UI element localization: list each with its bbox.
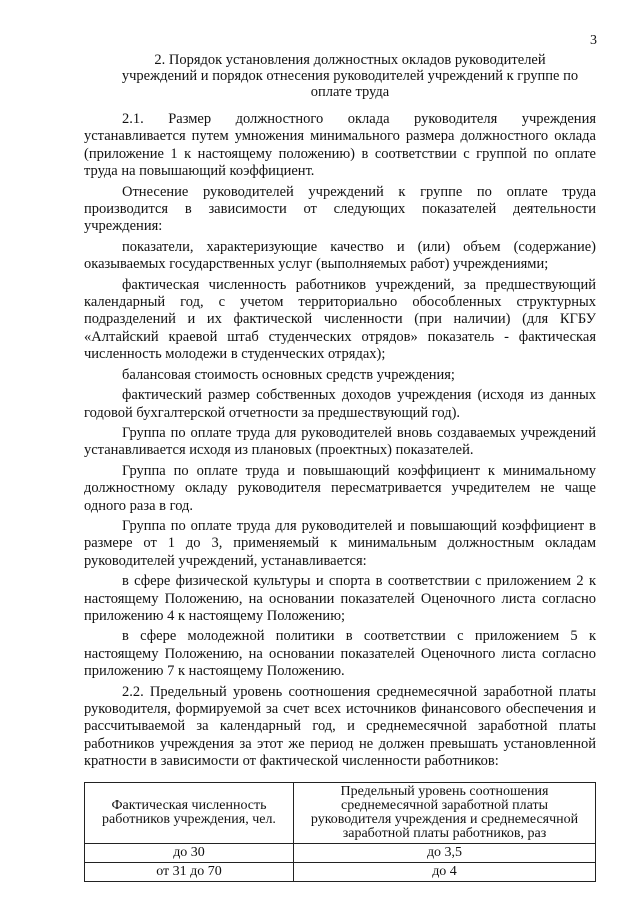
paragraph: балансовая стоимость основных средств учреждения; [122,366,455,383]
table-cell: до 3,5 [294,844,596,863]
section-heading: 2. Порядок установления должностных окладов руководителей учреждений и порядок отнесения руководителей учреждений к группе по оплате труда [121,52,579,100]
header-staff-count: Фактическая численность работников учреждения, чел. [85,783,294,844]
table-cell: до 4 [294,863,596,882]
header-salary-ratio: Предельный уровень соотношения среднемесячной заработной платы руководителя учреждения и среднемесячной заработной платы работников, раз [294,783,596,844]
paragraph: фактическая численность работников учреждений, за предшествующий календарный год, с учетом территориально обособленных структурных подразделений и их фактической численности (при наличии) (для КГБУ «Алтайский краевой штаб студенческих отрядов» показатель - фактическая численность молодежи в студенческих отрядах); [84,276,596,363]
paragraph: Группа по оплате труда для руководителей и повышающий коэффициент в размере от 1 до 3, применяемый к минимальным должностным окладам руководителей учреждений, устанавливается: [84,517,596,569]
table-row [85,863,596,882]
table-cell: до 30 [85,844,294,863]
page-number: 3 [590,33,597,48]
paragraph: фактический размер собственных доходов учреждения (исходя из данных годовой бухгалтерской отчетности за предшествующий год). [84,387,596,421]
paragraph: в сфере физической культуры и спорта в соответствии с приложением 2 к настоящему Положению, на основании показателей Оценочного листа согласно приложению 4 к настоящему Положению; [84,573,596,624]
paragraph: показатели, характеризующие качество и (или) объем (содержание) оказываемых государственных услуг (выполняемых работ) учреждениями; [84,238,596,273]
paragraph: Отнесение руководителей учреждений к группе по оплате труда производится в зависимости от следующих показателей деятельности учреждения: [84,183,596,235]
table-header-row [85,783,596,844]
paragraph: 2.1. Размер должностного оклада руководителя учреждения устанавливается путем умножения минимального размера должностного оклада (приложение 1 к настоящему положению) в соответствии с группой по оплате труда на повышающий коэффициент. [84,111,596,180]
document-body [84,108,596,771]
paragraph: в сфере молодежной политики в соответствии с приложением 5 к настоящему Положению, на основании показателей Оценочного листа согласно приложению 7 к настоящему Положению. [84,628,596,680]
table-row [85,844,596,863]
paragraph: Группа по оплате труда для руководителей вновь создаваемых учреждений устанавливается исходя из плановых (проектных) показателей. [84,424,596,459]
paragraph: 2.2. Предельный уровень соотношения среднемесячной заработной платы руководителя, формируемой за счет всех источников финансового обеспечения и рассчитываемой за календарный год, и среднемесячной заработной платы работников учреждения за этот же период не должен превышать установленной кратности в зависимости от фактической численности работников: [84,683,596,770]
salary-ratio-table [84,782,596,882]
table-cell: от 31 до 70 [85,863,294,882]
paragraph: Группа по оплате труда и повышающий коэффициент к минимальному должностному окладу руководителя пересматривается учредителем не чаще одного раза в год. [84,462,596,514]
